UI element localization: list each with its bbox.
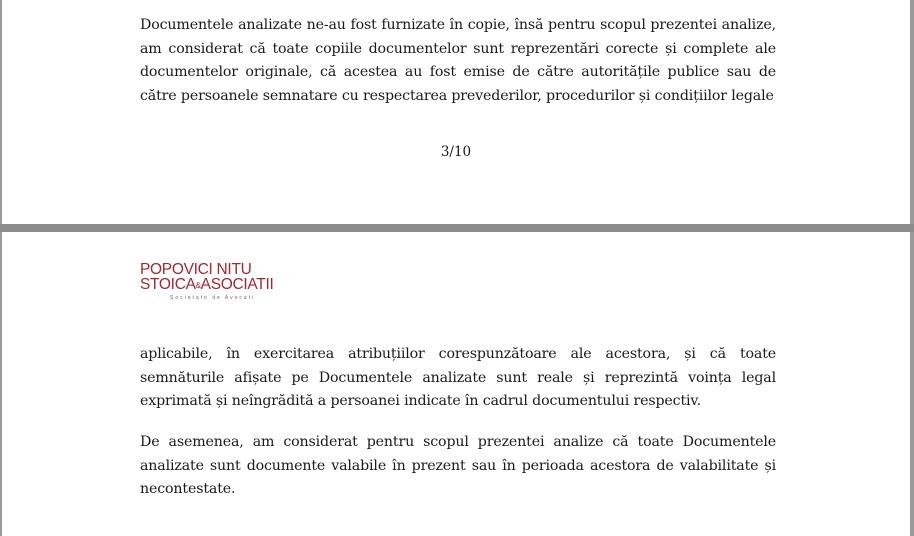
page-separator xyxy=(0,224,914,232)
page-4 xyxy=(2,232,910,536)
page-number: 3/10 xyxy=(440,144,472,160)
logo-ampersand: & xyxy=(195,281,201,290)
logo-line-2 xyxy=(140,277,320,293)
page-3 xyxy=(2,0,910,224)
logo-line-1: POPOVICI NITU xyxy=(140,261,252,278)
page-4-paragraph-1: aplicabile, în exercitarea atribuțiilor corespunzătoare ale acestora, și că toate semnăturile afișate pe Documentele analizate sunt reale și reprezintă voința legal exprimată și neîngrădită a persoanei indicate în cadrul documentului respectiv. xyxy=(140,346,776,409)
page-4-paragraph-2: De asemenea, am considerat pentru scopul prezentei analize că toate Documentele analizate sunt documente valabile în prezent sau în perioada acestora de valabilitate și necontestate. xyxy=(140,434,776,497)
logo-line-2-b: ASOCIATII xyxy=(200,276,274,293)
page-3-paragraph: Documentele analizate ne-au fost furnizate în copie, însă pentru scopul prezentei analize, am considerat că toate copiile documentelor sunt reprezentări corecte și complete ale documentelor originale, că acestea au fost emise de către autoritățile publice sau de către persoanele semnatare cu respectarea prevederilor, procedurilor și condițiilor legale xyxy=(140,17,776,104)
firm-logo xyxy=(140,262,320,312)
logo-tagline: Societate de Avocati xyxy=(170,295,256,301)
logo-line-2-a: STOICA xyxy=(140,276,196,293)
